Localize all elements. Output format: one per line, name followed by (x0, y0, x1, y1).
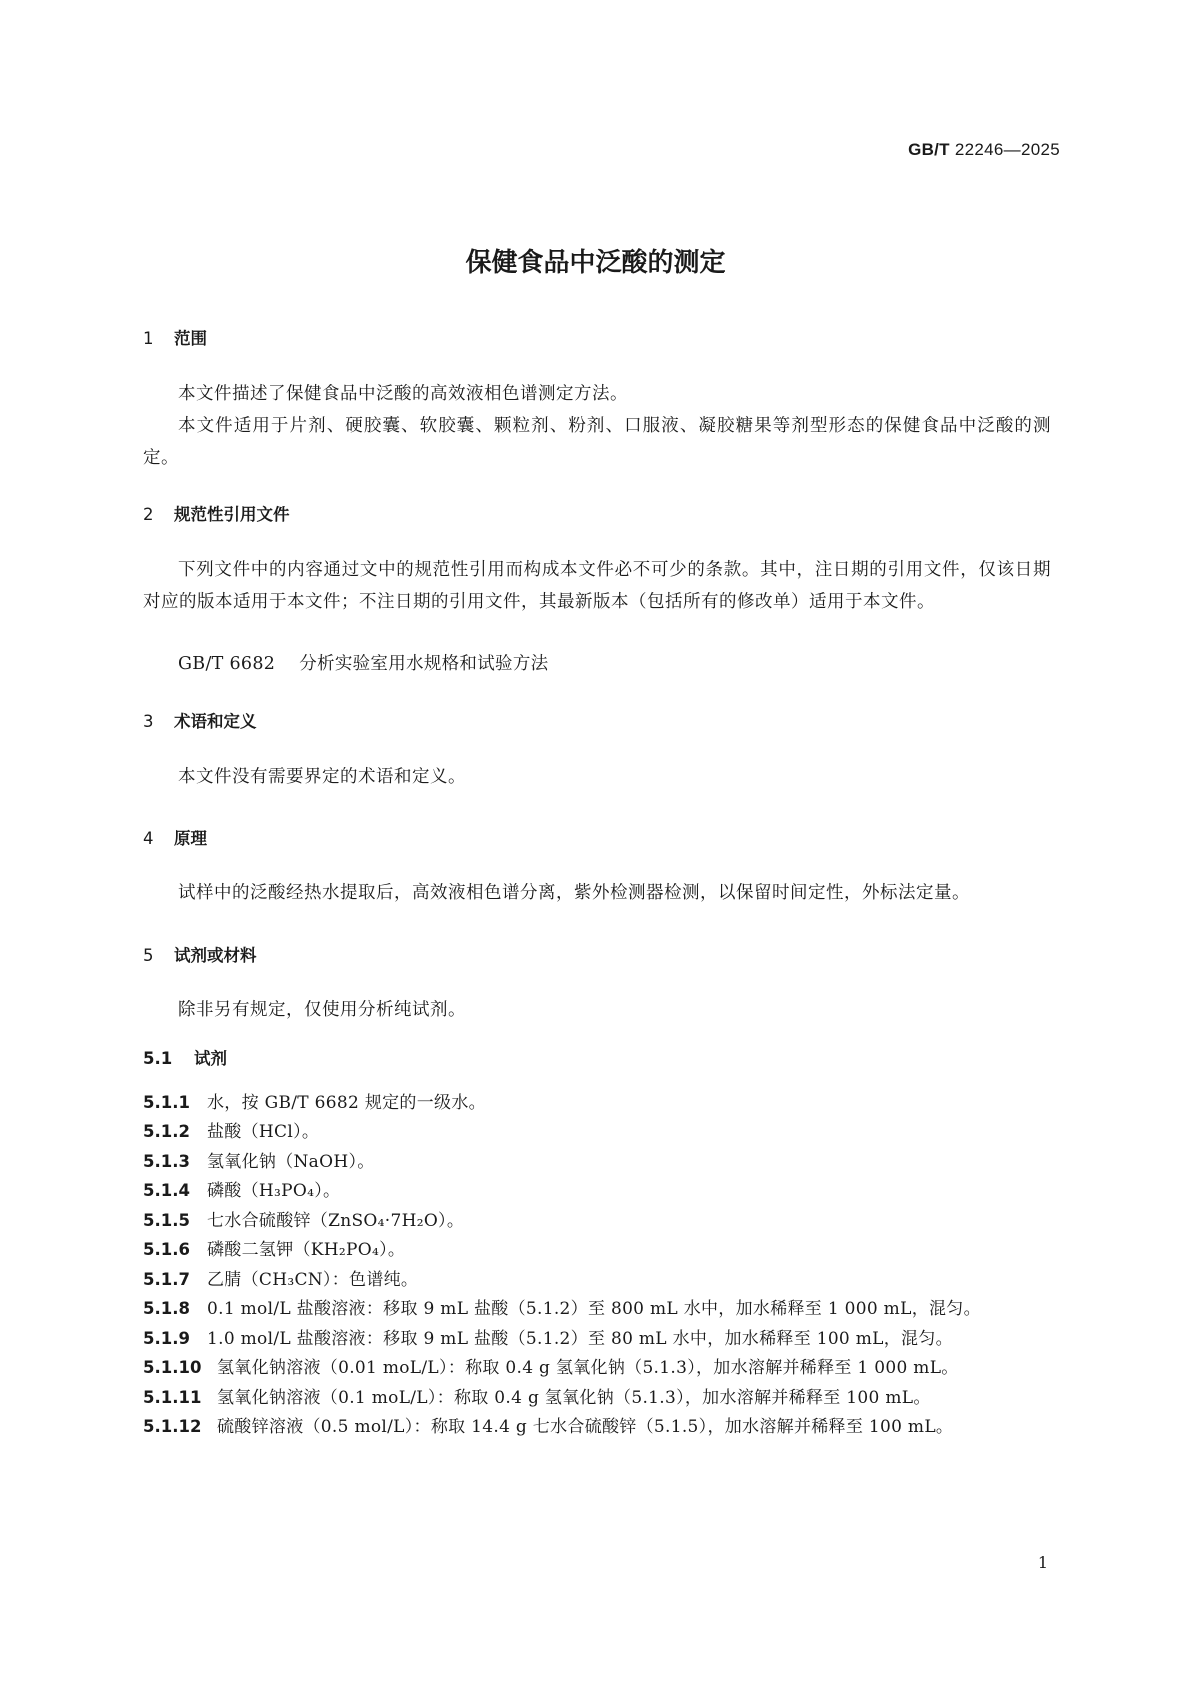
section-number: 4 (143, 829, 154, 848)
item-text: 氢氧化钠（NaOH）。 (207, 1152, 375, 1172)
paragraph-normative-references: 下列文件中的内容通过文中的规范性引用而构成本文件必不可少的条款。其中，注日期的引用文件，仅该日期对应的版本适用于本文件；不注日期的引用文件，其最新版本（包括所有的修改单）适用于本文件。 (143, 560, 1051, 612)
page-number: 1 (1037, 1553, 1048, 1572)
paragraph-reagents: 除非另有规定，仅使用分析纯试剂。 (178, 1000, 466, 1020)
item-number: 5.1.4 (143, 1181, 190, 1200)
item-text: 氢氧化钠溶液（0.1 moL/L）：称取 0.4 g 氢氧化钠（5.1.3），加水溶解并稀释至 100 mL。 (217, 1388, 931, 1408)
reference-title: 分析实验室用水规格和试验方法 (299, 654, 549, 674)
paragraph-principle: 试样中的泛酸经热水提取后，高效液相色谱分离，紫外检测器检测，以保留时间定性，外标法定量。 (178, 883, 970, 903)
reagent-item (143, 1324, 953, 1349)
reagent-item (143, 1117, 319, 1142)
subsection-title: 试剂 (194, 1049, 227, 1068)
reagent-item (143, 1235, 405, 1260)
section-heading-terms (143, 708, 257, 732)
reagent-item (143, 1147, 375, 1172)
item-text: 乙腈（CH₃CN）：色谱纯。 (207, 1270, 419, 1290)
document-title: 保健食品中泛酸的测定 (465, 248, 726, 278)
standard-code: 22246—2025 (954, 140, 1060, 159)
section-heading-normative-references (143, 501, 290, 525)
item-number: 5.1.11 (143, 1388, 202, 1407)
item-number: 5.1.1 (143, 1093, 190, 1112)
paragraph-scope-2: 本文件适用于片剂、硬胶囊、软胶囊、颗粒剂、粉剂、口服液、凝胶糖果等剂型形态的保健食品中泛酸的测定。 (143, 416, 1051, 468)
item-text: 1.0 mol/L 盐酸溶液：移取 9 mL 盐酸（5.1.2）至 80 mL 水中，加水稀释至 100 mL，混匀。 (207, 1329, 953, 1349)
section-number: 5 (143, 946, 154, 965)
section-heading-reagents-materials (143, 942, 257, 966)
section-number: 2 (143, 505, 154, 524)
item-text: 磷酸（H₃PO₄）。 (207, 1181, 341, 1201)
standard-prefix: GB/T (908, 140, 950, 159)
item-text: 硫酸锌溶液（0.5 mol/L）：称取 14.4 g 七水合硫酸锌（5.1.5），加水溶解并稀释至 100 mL。 (217, 1417, 954, 1437)
item-text: 氢氧化钠溶液（0.01 moL/L）：称取 0.4 g 氢氧化钠（5.1.3），加水溶解并稀释至 1 000 mL。 (217, 1358, 959, 1378)
subsection-number: 5.1 (143, 1049, 173, 1068)
item-number: 5.1.7 (143, 1270, 190, 1289)
section-title: 术语和定义 (174, 712, 257, 731)
section-number: 1 (143, 329, 154, 348)
item-number: 5.1.10 (143, 1358, 202, 1377)
section-heading-scope (143, 325, 207, 349)
item-number: 5.1.5 (143, 1211, 190, 1230)
item-number: 5.1.2 (143, 1122, 190, 1141)
item-text: 七水合硫酸锌（ZnSO₄·7H₂O）。 (207, 1211, 465, 1231)
section-number: 3 (143, 712, 154, 731)
item-text: 磷酸二氢钾（KH₂PO₄）。 (207, 1240, 406, 1260)
reagent-item (143, 1176, 340, 1201)
item-number: 5.1.3 (143, 1152, 190, 1171)
paragraph-scope-1: 本文件描述了保健食品中泛酸的高效液相色谱测定方法。 (178, 384, 628, 404)
reagent-item (143, 1353, 959, 1378)
section-title: 试剂或材料 (174, 946, 257, 965)
reagent-item (143, 1412, 953, 1437)
section-title: 范围 (174, 329, 207, 348)
standard-number (908, 140, 1060, 160)
section-title: 规范性引用文件 (174, 505, 290, 524)
reagent-item (143, 1265, 418, 1290)
reagent-item (143, 1294, 981, 1319)
subsection-heading-reagents (143, 1045, 227, 1069)
section-title: 原理 (174, 829, 207, 848)
item-text: 水，按 GB/T 6682 规定的一级水。 (207, 1093, 486, 1113)
item-text: 0.1 mol/L 盐酸溶液：移取 9 mL 盐酸（5.1.2）至 800 mL 水中，加水稀释至 1 000 mL，混匀。 (207, 1299, 981, 1319)
reference-entry (178, 650, 548, 675)
reference-code: GB/T 6682 (178, 654, 276, 674)
item-number: 5.1.12 (143, 1417, 202, 1436)
item-number: 5.1.6 (143, 1240, 190, 1259)
item-number: 5.1.9 (143, 1329, 190, 1348)
paragraph-terms: 本文件没有需要界定的术语和定义。 (178, 767, 466, 787)
reagent-item (143, 1088, 486, 1113)
reagent-item (143, 1206, 464, 1231)
section-heading-principle (143, 825, 207, 849)
item-number: 5.1.8 (143, 1299, 190, 1318)
item-text: 盐酸（HCl）。 (207, 1122, 320, 1142)
reagent-item (143, 1383, 931, 1408)
